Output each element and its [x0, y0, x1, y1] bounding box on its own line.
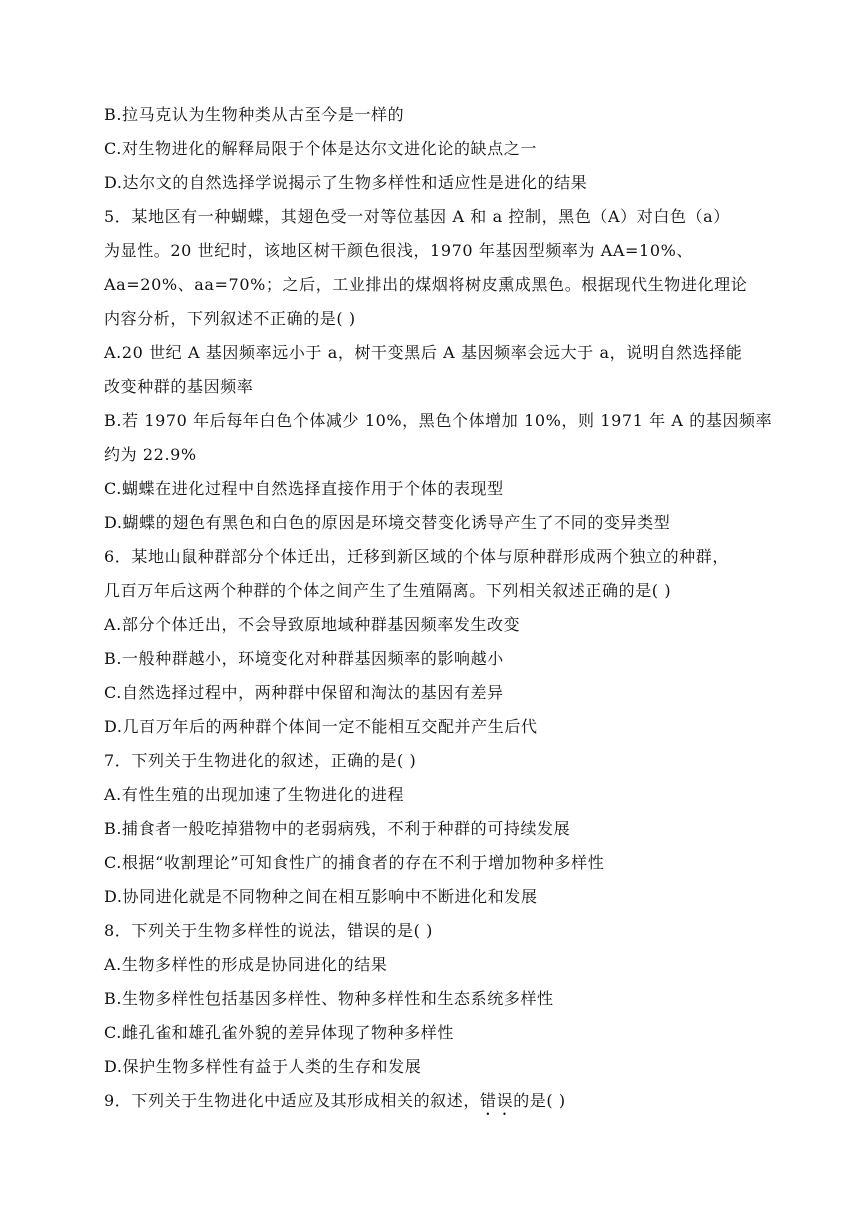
text-line: D.协同进化就是不同物种之间在相互影响中不断进化和发展	[104, 887, 538, 906]
question-9-tail: 的是( )	[513, 1091, 566, 1110]
text-line: C.雌孔雀和雄孔雀外貌的差异体现了物种多样性	[104, 1023, 454, 1042]
question-7-stem: 7．下列关于生物进化的叙述，正确的是( )	[104, 751, 417, 770]
question-9-stem	[104, 1091, 754, 1119]
text-line: 为显性。20 世纪时，该地区树干颜色很浅，1970 年基因型频率为 AA=10%、	[104, 241, 694, 260]
text-line: 改变种群的基因频率	[104, 377, 254, 396]
text-line: D.蝴蝶的翅色有黑色和白色的原因是环境交替变化诱导产生了不同的变异类型	[104, 513, 671, 532]
text-line: C.对生物进化的解释局限于个体是达尔文进化论的缺点之一	[104, 139, 537, 158]
text-line: 约为 22.9%	[104, 445, 197, 464]
text-line: B.若 1970 年后每年白色个体减少 10%，黑色个体增加 10%，则 1971 年 A 的基因频率	[104, 411, 773, 430]
text-line: Aa=20%、aa=70%；之后，工业排出的煤烟将树皮熏成黑色。根据现代生物进化理论	[104, 275, 748, 294]
emphasized-word: 错误	[479, 1091, 514, 1110]
text-line: D.保护生物多样性有益于人类的生存和发展	[104, 1057, 422, 1076]
text-line: B.一般种群越小，环境变化对种群基因频率的影响越小	[104, 649, 504, 668]
text-line: 几百万年后这两个种群的个体之间产生了生殖隔离。下列相关叙述正确的是( )	[104, 581, 672, 600]
text-line: A.生物多样性的形成是协同进化的结果	[104, 955, 388, 974]
question-9-text: 9．下列关于生物进化中适应及其形成相关的叙述，	[104, 1091, 480, 1110]
text-line: A.有性生殖的出现加速了生物进化的进程	[104, 785, 405, 804]
question-6-stem: 6．某地山鼠种群部分个体迁出，迁移到新区域的个体与原种群形成两个独立的种群，	[104, 547, 729, 566]
text-line: 内容分析，下列叙述不正确的是( )	[104, 309, 356, 328]
text-line: C.自然选择过程中，两种群中保留和淘汰的基因有差异	[104, 683, 504, 702]
text-line: B.捕食者一般吃掉猎物中的老弱病残，不利于种群的可持续发展	[104, 819, 571, 838]
text-line: A.20 世纪 A 基因频率远小于 a，树干变黑后 A 基因频率会远大于 a，说明自然选择能	[104, 343, 743, 362]
text-line: D.达尔文的自然选择学说揭示了生物多样性和适应性是进化的结果	[104, 173, 588, 192]
text-line: C.根据“收割理论”可知食性广的捕食者的存在不利于增加物种多样性	[104, 853, 605, 872]
text-line: A.部分个体迁出，不会导致原地域种群基因频率发生改变	[104, 615, 521, 634]
text-line: B.拉马克认为生物种类从古至今是一样的	[104, 105, 405, 124]
text-line: B.生物多样性包括基因多样性、物种多样性和生态系统多样性	[104, 989, 554, 1008]
question-5-stem: 5．某地区有一种蝴蝶，其翅色受一对等位基因 A 和 a 控制，黑色（A）对白色（a）	[104, 207, 730, 226]
question-8-stem: 8．下列关于生物多样性的说法，错误的是( )	[104, 921, 433, 940]
text-line: C.蝴蝶在进化过程中自然选择直接作用于个体的表现型	[104, 479, 504, 498]
text-line: D.几百万年后的两种群个体间一定不能相互交配并产生后代	[104, 717, 538, 736]
